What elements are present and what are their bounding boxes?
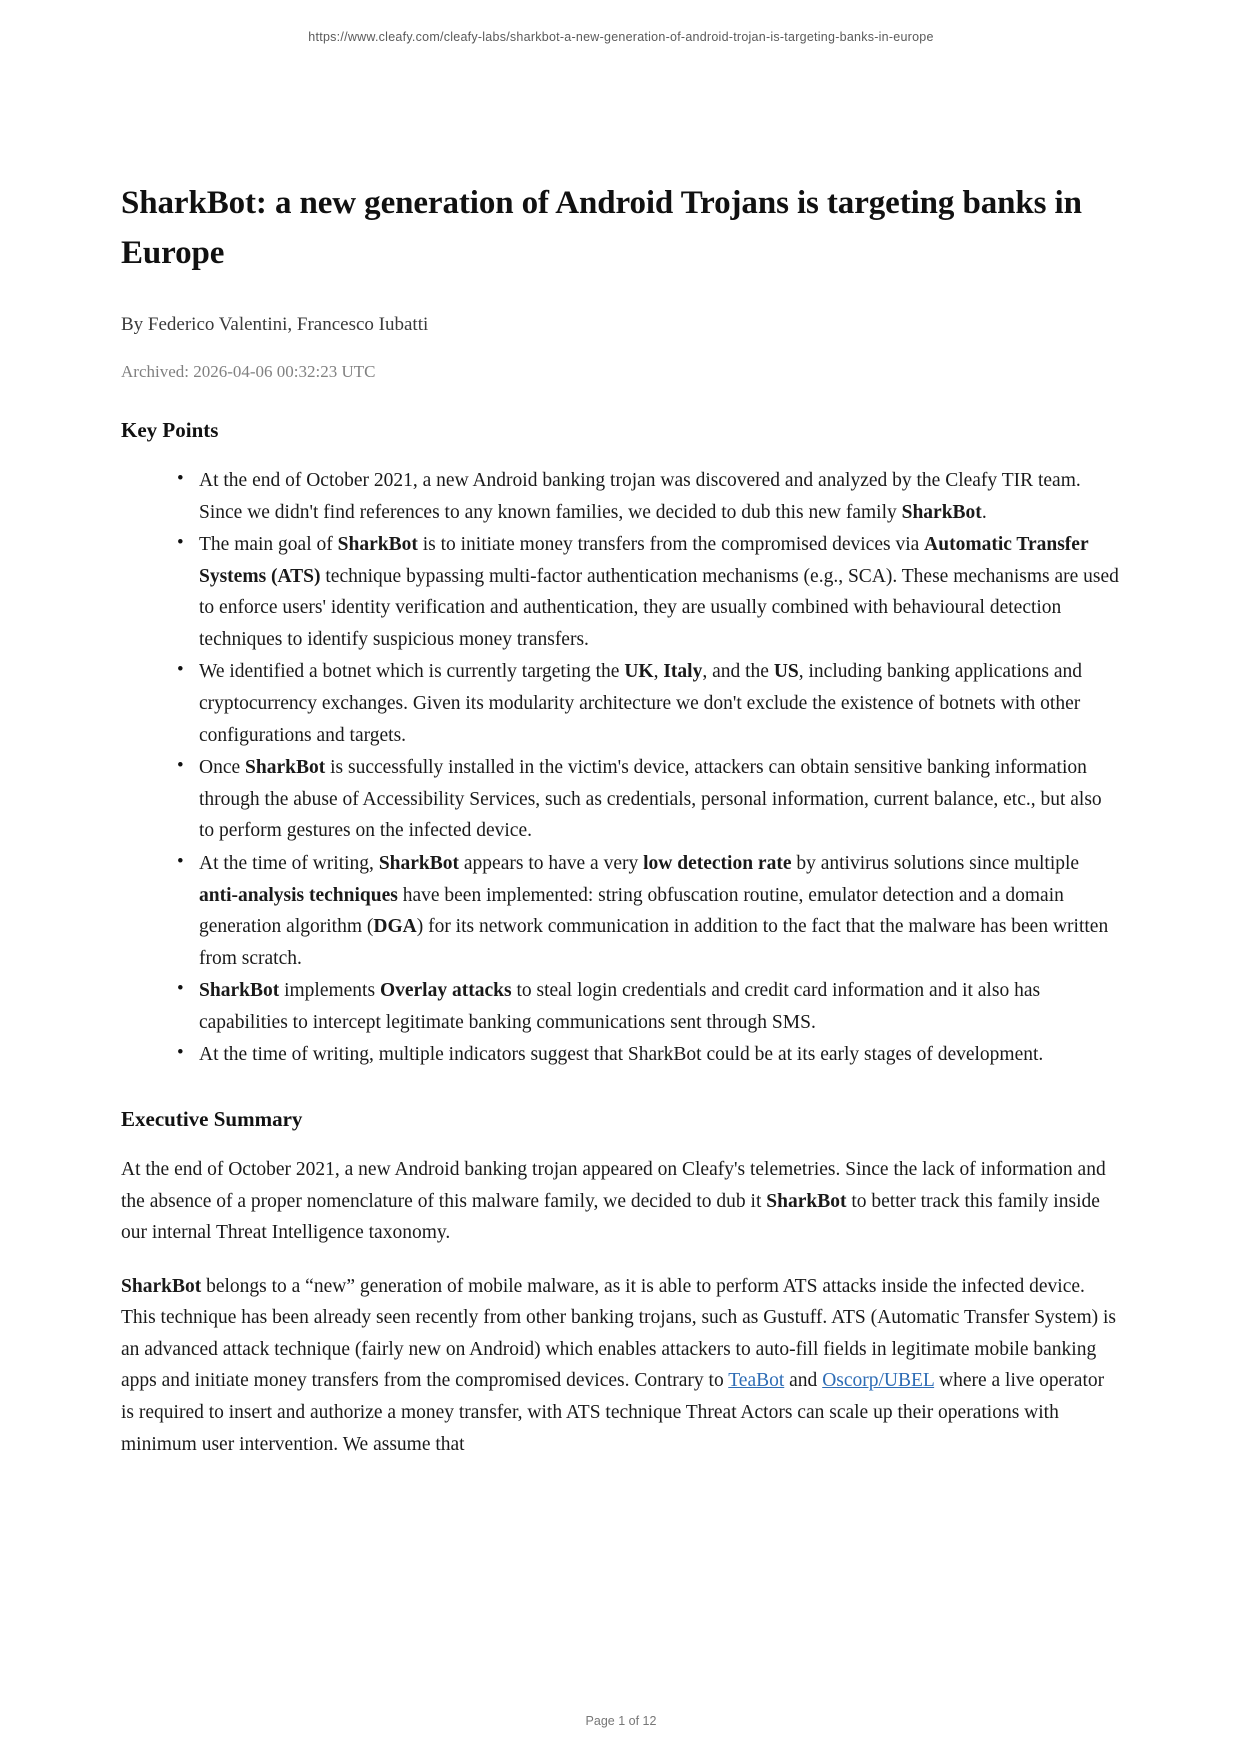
text-run: At the time of writing, multiple indicators suggest that SharkBot could be at its early stages of development. xyxy=(199,1044,1044,1066)
list-item xyxy=(177,975,1121,1038)
archive-url: https://www.cleafy.com/cleafy-labs/sharkbot-a-new-generation-of-android-trojan-is-targeting-banks-in-europe xyxy=(308,30,934,44)
text-run: , and the xyxy=(702,661,774,683)
emphasis-text: low detection rate xyxy=(643,852,792,874)
emphasis-text: SharkBot xyxy=(121,1275,202,1297)
text-run: belongs to a “new” generation of mobile malware, as it is able to perform ATS attacks inside the infected device. This technique has been already seen recently from other banking trojans, such as Gustuff. ATS (Automatic Transfer System) is an advanced attack technique (fairly new on Android) which enables attackers to auto-fill fields in legitimate mobile banking apps and initiate money transfers from the compromised devices. Contrary to xyxy=(121,1275,1117,1392)
document-content xyxy=(121,44,1121,1460)
list-item xyxy=(177,656,1121,751)
text-run: have been implemented: string obfuscation routine, emulator detection and a domain generation algorithm ( xyxy=(199,884,1064,938)
emphasis-text: US xyxy=(773,661,799,683)
paragraph xyxy=(121,1154,1121,1249)
emphasis-text: anti-analysis techniques xyxy=(199,884,398,906)
text-run: , xyxy=(653,661,664,683)
text-run: to steal login credentials and credit card information and it also has capabilities to intercept legitimate banking communications sent through SMS. xyxy=(199,980,1041,1033)
text-run: by antivirus solutions since multiple xyxy=(791,852,1080,874)
list-item xyxy=(177,1039,1121,1071)
emphasis-text: Italy xyxy=(663,661,703,683)
archived-timestamp: Archived: 2026-04-06 00:32:23 UTC xyxy=(121,362,376,381)
list-item xyxy=(177,465,1121,528)
emphasis-text: SharkBot xyxy=(337,534,418,556)
emphasis-text: SharkBot xyxy=(901,501,982,523)
executive-summary-body xyxy=(121,1154,1121,1460)
text-run: technique bypassing multi-factor authentication mechanisms (e.g., SCA). These mechanisms are used to enforce users' identity verification and authentication, they are usually combined with behavioural detection techniques to identify suspicious money transfers. xyxy=(199,565,1119,650)
text-run: We identified a botnet which is currently targeting the xyxy=(199,661,625,683)
emphasis-text: DGA xyxy=(373,916,417,938)
text-run: where a live operator is required to insert and authorize a money transfer, with ATS technique Threat Actors can scale up their operations with minimum user intervention. We assume that xyxy=(121,1370,1105,1455)
emphasis-text: UK xyxy=(624,661,654,683)
list-item xyxy=(177,752,1121,847)
text-run: is successfully installed in the victim's device, attackers can obtain sensitive banking information through the abuse of Accessibility Services, such as credentials, personal information, current balance, etc., but also to perform gestures on the infected device. xyxy=(199,757,1102,842)
inline-link[interactable]: TeaBot xyxy=(728,1370,785,1392)
text-run: , including banking applications and cryptocurrency exchanges. Given its modularity architecture we don't exclude the existence of botnets with other configurations and targets. xyxy=(199,661,1082,746)
emphasis-text: SharkBot xyxy=(245,757,326,779)
text-run: . xyxy=(981,501,987,523)
emphasis-text: Automatic Transfer Systems (ATS) xyxy=(199,534,1089,587)
paragraph xyxy=(121,1271,1121,1460)
text-run: ) for its network communication in addition to the fact that the malware has been written from scratch. xyxy=(199,916,1109,969)
emphasis-text: SharkBot xyxy=(199,980,280,1002)
list-item xyxy=(177,529,1121,655)
text-run: to better track this family inside our internal Threat Intelligence taxonomy. xyxy=(121,1190,1100,1244)
list-item xyxy=(177,848,1121,974)
emphasis-text: SharkBot xyxy=(378,852,460,874)
section-heading-key-points: Key Points xyxy=(121,418,219,442)
text-run: appears to have a very xyxy=(459,852,644,874)
text-run: Once xyxy=(199,757,246,779)
key-points-list xyxy=(121,465,1121,1071)
inline-link[interactable]: Oscorp/UBEL xyxy=(822,1370,935,1392)
page-title: SharkBot: a new generation of Android Trojans is targeting banks in Europe xyxy=(121,185,1082,271)
text-run: implements xyxy=(279,980,380,1002)
byline: By Federico Valentini, Francesco Iubatti xyxy=(121,314,429,335)
page-footer: Page 1 of 12 xyxy=(585,1714,657,1728)
emphasis-text: Overlay attacks xyxy=(379,980,512,1002)
text-run: is to initiate money transfers from the compromised devices via xyxy=(417,534,925,556)
text-run: and xyxy=(784,1370,823,1392)
emphasis-text: SharkBot xyxy=(766,1190,847,1212)
text-run: At the time of writing, xyxy=(199,852,379,874)
text-run: The main goal of xyxy=(199,534,338,556)
text-run: At the end of October 2021, a new Android banking trojan appeared on Cleafy's telemetries. Since the lack of information and the absence of a proper nomenclature of this malware family, we decided to dub it xyxy=(121,1158,1106,1212)
text-run: At the end of October 2021, a new Android banking trojan was discovered and analyzed by the Cleafy TIR team. Since we didn't find references to any known families, we decided to dub this new family xyxy=(199,470,1081,523)
section-heading-executive-summary: Executive Summary xyxy=(121,1106,303,1131)
